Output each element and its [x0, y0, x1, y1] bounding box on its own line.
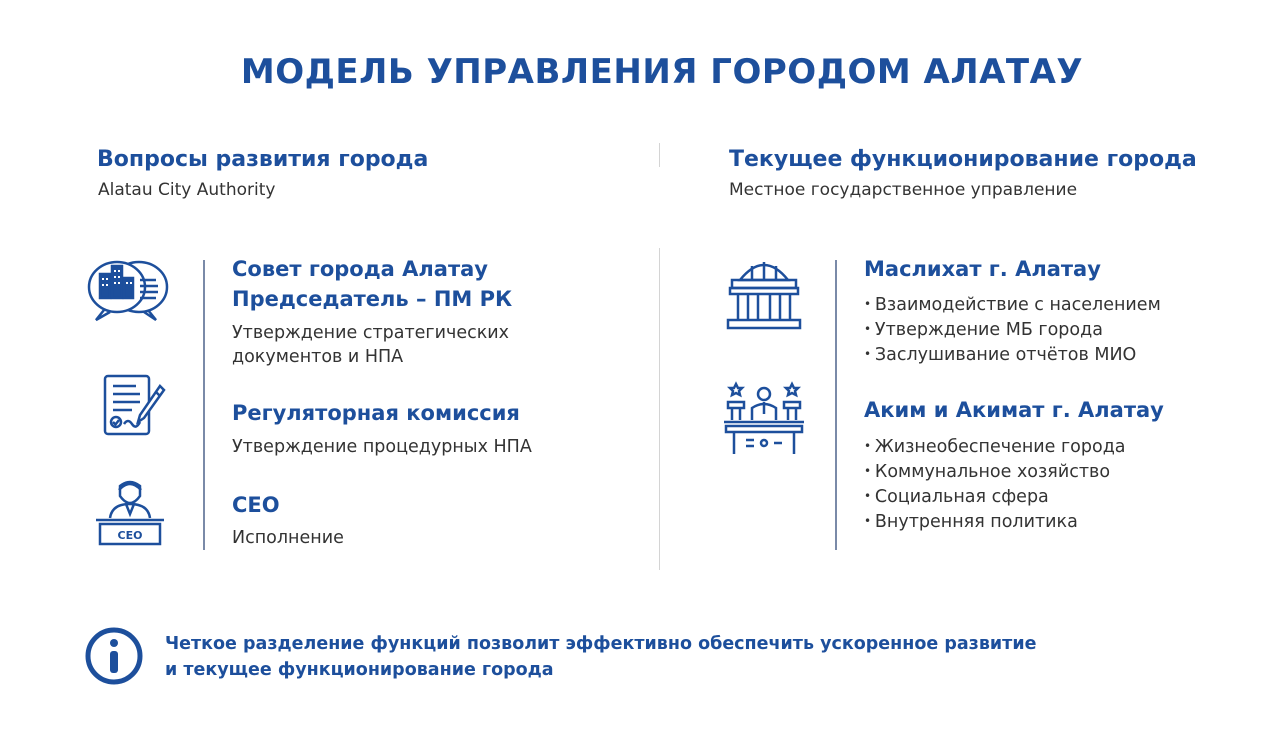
- speaker-podium-icon: [722, 380, 806, 464]
- footer-note-line-2: и текущее функционирование города: [165, 660, 554, 680]
- footer-note-line-1: Четкое разделение функций позволит эффективно обеспечить ускоренное развитие: [165, 634, 1037, 654]
- city-council-text-line-2: документов и НПА: [232, 347, 404, 367]
- ceo-title: CEO: [232, 493, 280, 517]
- city-council-text: [232, 321, 509, 369]
- city-council-title-line-1: Совет города Алатау: [232, 257, 488, 281]
- list-item: • Коммунальное хозяйство: [864, 459, 1126, 484]
- center-divider: [659, 248, 660, 570]
- list-item: • Жизнеобеспечение города: [864, 434, 1126, 459]
- ceo-text: Исполнение: [232, 528, 344, 548]
- ceo-icon-label: CEO: [117, 529, 143, 542]
- left-column-heading: Вопросы развития города: [97, 147, 429, 172]
- list-item: • Взаимодействие с населением: [864, 292, 1161, 317]
- right-column-heading: Текущее функционирование города: [729, 147, 1197, 172]
- regulatory-commission-text: Утверждение процедурных НПА: [232, 437, 532, 457]
- list-item: • Утверждение МБ города: [864, 317, 1161, 342]
- akim-bullets: [864, 434, 1126, 534]
- document-sign-icon: [100, 372, 168, 444]
- city-council-title-line-2: Председатель – ПМ РК: [232, 287, 513, 311]
- city-council-text-line-1: Утверждение стратегических: [232, 323, 510, 343]
- right-blocks-line: [835, 260, 837, 550]
- maslikhat-bullets: [864, 292, 1161, 367]
- list-item: • Социальная сфера: [864, 484, 1126, 509]
- list-item: • Внутренняя политика: [864, 509, 1126, 534]
- city-chat-icon: [86, 254, 172, 328]
- akim-title: Аким и Акимат г. Алатау: [864, 398, 1164, 422]
- ceo-desk-icon: [92, 474, 168, 552]
- page-title: МОДЕЛЬ УПРАВЛЕНИЯ ГОРОДОМ АЛАТАУ: [240, 52, 1084, 92]
- city-council-title: [232, 254, 512, 314]
- left-column-subheading: Alatau City Authority: [98, 180, 276, 200]
- list-item: • Заслушивание отчётов МИО: [864, 342, 1161, 367]
- footer-note: [165, 631, 1215, 683]
- center-divider-top: [659, 143, 660, 167]
- right-column-subheading: Местное государственное управление: [729, 180, 1078, 200]
- parliament-building-icon: [724, 256, 804, 338]
- left-blocks-line: [203, 260, 205, 550]
- regulatory-commission-title: Регуляторная комиссия: [232, 401, 520, 425]
- info-icon: [84, 626, 144, 690]
- maslikhat-title: Маслихат г. Алатау: [864, 257, 1101, 281]
